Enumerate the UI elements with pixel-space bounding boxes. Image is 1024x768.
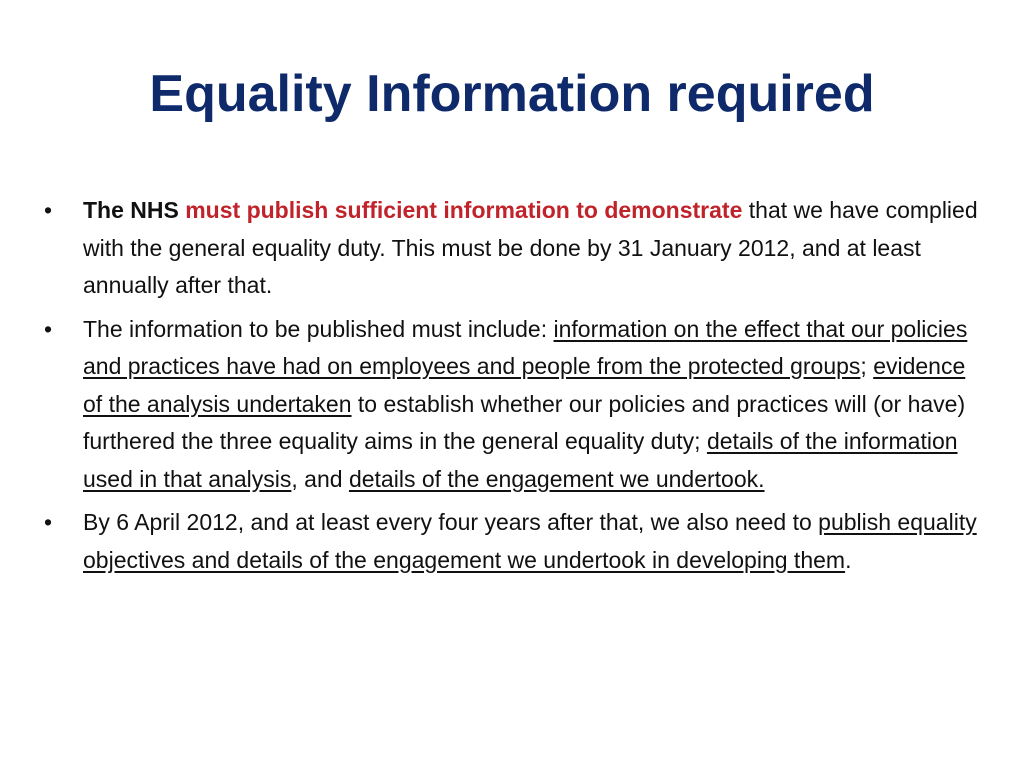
bullet-2-separator-1: ; — [860, 353, 867, 379]
bullet-3-underlined-1: publish equality objectives and details of the engagement we undertook in developing them — [83, 509, 977, 573]
bullet-2-underlined-4: details of the engagement we undertook. — [348, 465, 765, 492]
bullet-2-separator-2: , and — [291, 465, 343, 492]
bullet-1-lead: The NHS — [83, 197, 179, 223]
bullet-2-underlined-1: information on the effect that our policies and practices have had on employees and people from the protected groups — [83, 315, 968, 379]
bullet-item-3 — [44, 504, 984, 579]
bullet-3-intro: By 6 April 2012, and at least every four years after that, we also need to — [83, 509, 812, 535]
slide-title: Equality Information required — [149, 65, 875, 123]
bullet-item-1 — [44, 192, 984, 305]
bullet-2-underlined-3: details of the information used in that analysis — [83, 428, 958, 492]
bullet-1-rest: that we have complied with the general equality duty. This must be done by 31 January 2012, and at least annually after that. — [83, 197, 978, 298]
bullet-icon: • — [44, 197, 53, 223]
bullet-1-emphasis: must publish sufficient information to demonstrate — [185, 197, 743, 223]
bullet-2-intro: The information to be published must include: — [83, 315, 548, 342]
bullet-icon: • — [44, 315, 53, 342]
bullet-item-2 — [44, 311, 984, 499]
bullet-icon: • — [44, 509, 53, 535]
bullet-2-underlined-2: evidence of the analysis undertaken — [83, 353, 966, 417]
bullet-list — [44, 192, 984, 585]
bullet-2-middle: to establish whether our policies and practices will (or have) furthered the three equality aims in the general equality duty; — [83, 390, 966, 454]
bullet-3-end: . — [845, 546, 852, 573]
